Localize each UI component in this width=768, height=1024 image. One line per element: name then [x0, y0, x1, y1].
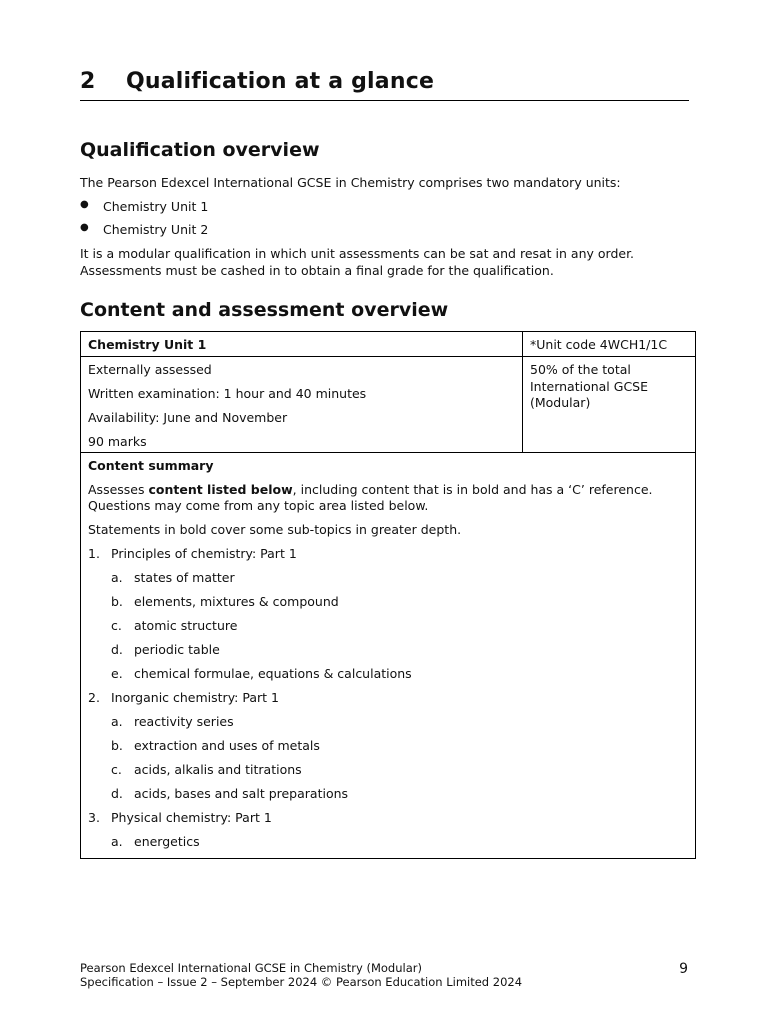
assessment-overview-table	[80, 331, 696, 859]
content-summary-cell	[81, 453, 696, 859]
assessment-line: Availability: June and November	[88, 410, 288, 425]
subtopic-item: d. acids, bases and salt preparations	[111, 786, 349, 801]
subtopic-item: d. periodic table	[111, 642, 220, 657]
subtopic-item: a. states of matter	[111, 570, 235, 585]
subtopic-item: b. extraction and uses of metals	[111, 738, 320, 753]
unit-code-cell: *Unit code 4WCH1/1C	[523, 332, 696, 357]
overview-note: It is a modular qualification in which unit assessments can be sat and resat in any order. Assessments must be cashed in to obtain a final grade for the qualification.	[80, 246, 635, 278]
assessment-line: Externally assessed	[88, 362, 212, 377]
bullet-icon: ●	[80, 199, 89, 210]
subtopic-item: e. chemical formulae, equations & calculations	[111, 666, 412, 681]
footer-line-1: Pearson Edexcel International GCSE in Chemistry (Modular)	[80, 961, 422, 975]
subtopic-item: a. reactivity series	[111, 714, 234, 729]
qualification-overview-heading: Qualification overview	[80, 139, 320, 161]
assessment-line: 90 marks	[88, 434, 147, 449]
overview-intro: The Pearson Edexcel International GCSE in Chemistry comprises two mandatory units:	[80, 175, 621, 190]
section-number: 2	[80, 69, 96, 94]
subtopic-item: c. acids, alkalis and titrations	[111, 762, 302, 777]
topic-item: 3. Physical chemistry: Part 1	[88, 810, 272, 825]
content-summary-lead: Assesses content listed below, including content that is in bold and has a ‘C’ reference. Questions may come from any topic area listed below.	[88, 481, 653, 513]
subtopic-item: a. energetics	[111, 834, 200, 849]
page-number: 9	[679, 961, 688, 977]
subtopic-item: c. atomic structure	[111, 618, 238, 633]
assessment-details-cell	[81, 357, 523, 453]
page-footer	[80, 961, 522, 989]
topic-item: 2. Inorganic chemistry: Part 1	[88, 690, 279, 705]
content-summary-heading: Content summary	[88, 458, 214, 473]
topic-item: 1. Principles of chemistry: Part 1	[88, 546, 297, 561]
footer-line-2: Specification – Issue 2 – September 2024 © Pearson Education Limited 2024	[80, 975, 523, 989]
content-summary-note: Statements in bold cover some sub-topics in greater depth.	[88, 521, 462, 537]
section-heading	[80, 69, 689, 101]
assessment-line: Written examination: 1 hour and 40 minutes	[88, 386, 367, 401]
subtopic-item: b. elements, mixtures & compound	[111, 594, 339, 609]
unit-name-cell: Chemistry Unit 1	[81, 332, 523, 357]
weighting-cell: 50% of the total International GCSE (Modular)	[523, 357, 696, 453]
bullet-icon: ●	[80, 222, 89, 233]
section-title: Qualification at a glance	[126, 69, 435, 94]
content-assessment-heading: Content and assessment overview	[80, 299, 449, 321]
